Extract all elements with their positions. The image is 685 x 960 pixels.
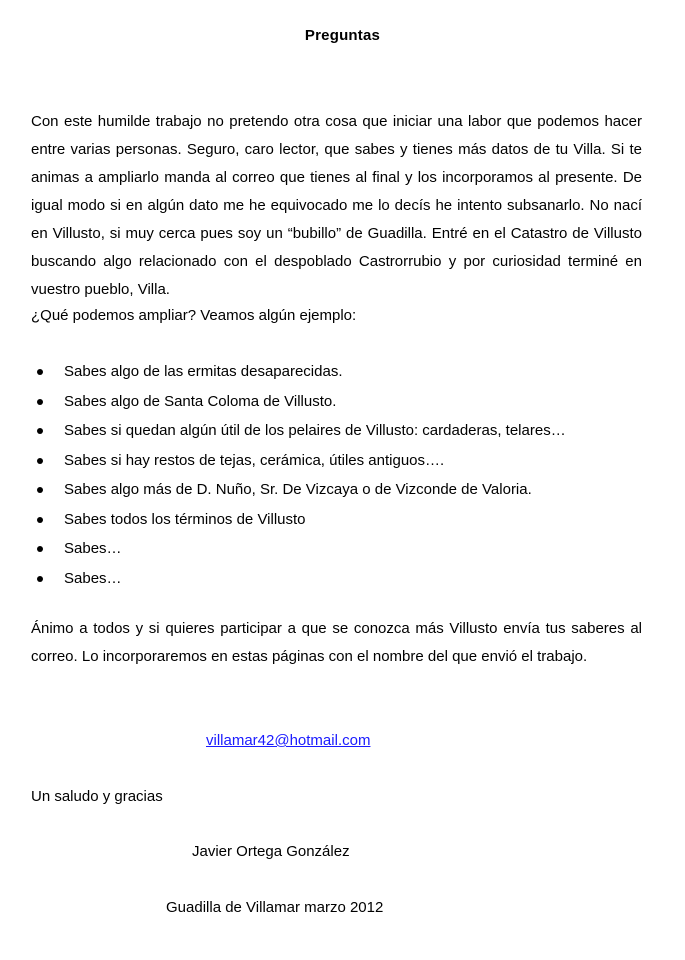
list-item xyxy=(31,446,651,476)
examples-list xyxy=(31,357,651,593)
bullet-icon xyxy=(37,369,43,375)
email-link[interactable]: villamar42@hotmail.com xyxy=(206,732,371,749)
question-line: ¿Qué podemos ampliar? Veamos algún ejemplo: xyxy=(31,307,357,324)
list-item xyxy=(31,505,651,535)
intro-paragraph: Con este humilde trabajo no pretendo otra cosa que iniciar una labor que podemos hacer entre varias personas. Seguro, caro lector, que sabes y tienes más datos de tu Villa. Si te animas a ampliarlo manda al correo que tienes al final y los incorporamos al presente. De igual modo si en algún dato me he equivocado me lo decís he intento subsanarlo. No nací en Villusto, si muy cerca pues soy un “bubillo” de Guadilla. Entré en el Catastro de Villusto buscando algo relacionado con el despoblado Castrorrubio y por curiosidad terminé en vuestro pueblo, Villa. xyxy=(31,113,642,298)
list-item-text: Sabes algo de Santa Coloma de Villusto. xyxy=(64,392,337,410)
bullet-icon xyxy=(37,428,43,434)
document-title: Preguntas xyxy=(304,27,381,44)
closing-paragraph: Ánimo a todos y si quieres participar a que se conozca más Villusto envía tus saberes al correo. Lo incorporaremos en estas páginas con el nombre del que envió el trabajo. xyxy=(31,620,642,665)
list-item-text: Sabes… xyxy=(64,569,122,587)
bullet-icon xyxy=(37,399,43,405)
bullet-icon xyxy=(37,546,43,552)
list-item xyxy=(31,387,651,417)
list-item-text: Sabes algo más de D. Nuño, Sr. De Vizcaya o de Vizconde de Valoria. xyxy=(64,481,532,498)
list-item-text: Sabes… xyxy=(64,540,122,557)
list-item xyxy=(31,416,651,446)
bullet-icon xyxy=(37,458,43,464)
bullet-icon xyxy=(37,487,43,493)
bullet-icon xyxy=(37,517,43,523)
bullet-icon xyxy=(37,576,43,582)
place-date-line: Guadilla de Villamar marzo 2012 xyxy=(166,899,384,916)
list-item-text: Sabes si hay restos de tejas, cerámica, útiles antiguos…. xyxy=(64,451,445,469)
author-name: Javier Ortega González xyxy=(192,843,350,860)
list-item xyxy=(31,357,651,387)
list-item xyxy=(31,564,651,594)
list-item xyxy=(31,475,651,505)
list-item-text: Sabes algo de las ermitas desaparecidas. xyxy=(64,363,343,380)
list-item-text: Sabes todos los términos de Villusto xyxy=(64,510,306,528)
list-item-text: Sabes si quedan algún útil de los pelaires de Villusto: cardaderas, telares… xyxy=(64,422,566,439)
greeting-line: Un saludo y gracias xyxy=(31,788,163,805)
list-item xyxy=(31,534,651,564)
